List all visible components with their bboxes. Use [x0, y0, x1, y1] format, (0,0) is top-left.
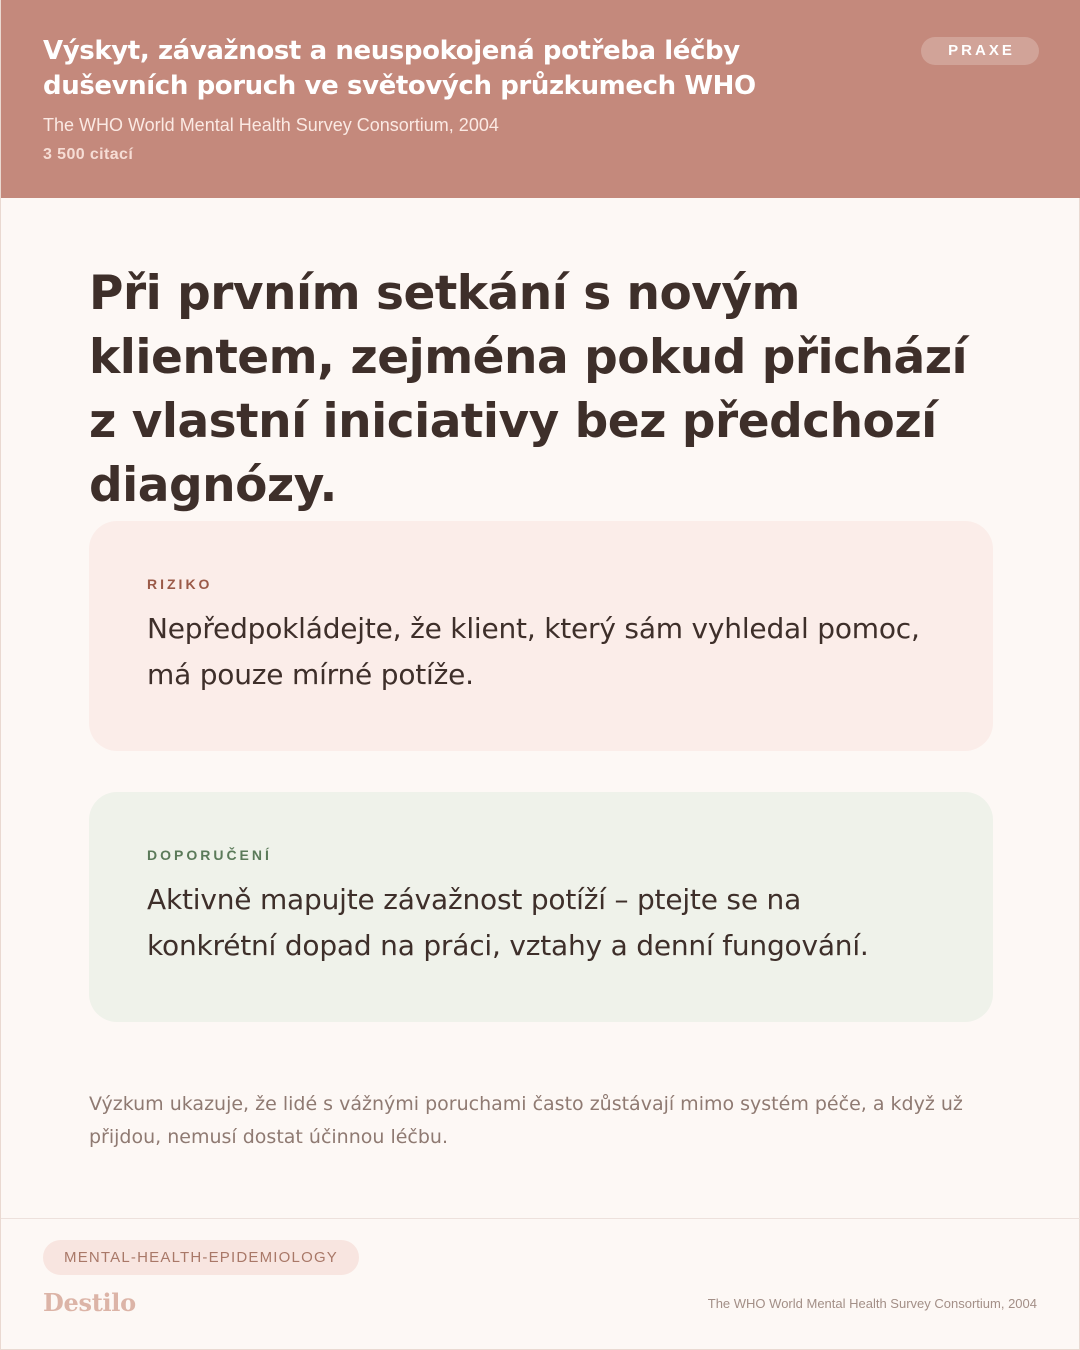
research-note: Výzkum ukazuje, že lidé s vážnými poruchami často zůstávají mimo systém péče, a když už přijdou, nemusí dostat účinnou léčbu.	[89, 1093, 963, 1148]
footer-divider	[1, 1218, 1080, 1219]
brand-logo: Destilo	[43, 1288, 136, 1317]
footer-source: The WHO World Mental Health Survey Consortium, 2004	[707, 1296, 1037, 1311]
article-source: The WHO World Mental Health Survey Consortium, 2004	[43, 115, 499, 135]
topic-tag[interactable]: MENTAL-HEALTH-EPIDEMIOLOGY	[43, 1240, 359, 1275]
recommendation-card	[89, 792, 993, 1022]
category-badge: PRAXE	[921, 37, 1039, 65]
recommendation-label: DOPORUČENÍ	[147, 847, 272, 863]
risk-label: RIZIKO	[147, 576, 213, 592]
main-headline: Při prvním setkání s novým klientem, zejména pokud přichází z vlastní iniciativy bez předchozí diagnózy.	[89, 266, 968, 513]
article-title: Výskyt, závažnost a neuspokojená potřeba léčby duševních poruch ve světových průzkumech WHO	[43, 36, 756, 101]
citation-count: 3 500 citací	[43, 146, 134, 163]
risk-card	[89, 521, 993, 751]
risk-text: Nepředpokládejte, že klient, který sám vyhledal pomoc, má pouze mírné potíže.	[147, 612, 920, 691]
recommendation-text: Aktivně mapujte závažnost potíží – ptejte se na konkrétní dopad na práci, vztahy a denní fungování.	[147, 883, 869, 962]
header	[1, 0, 1080, 198]
